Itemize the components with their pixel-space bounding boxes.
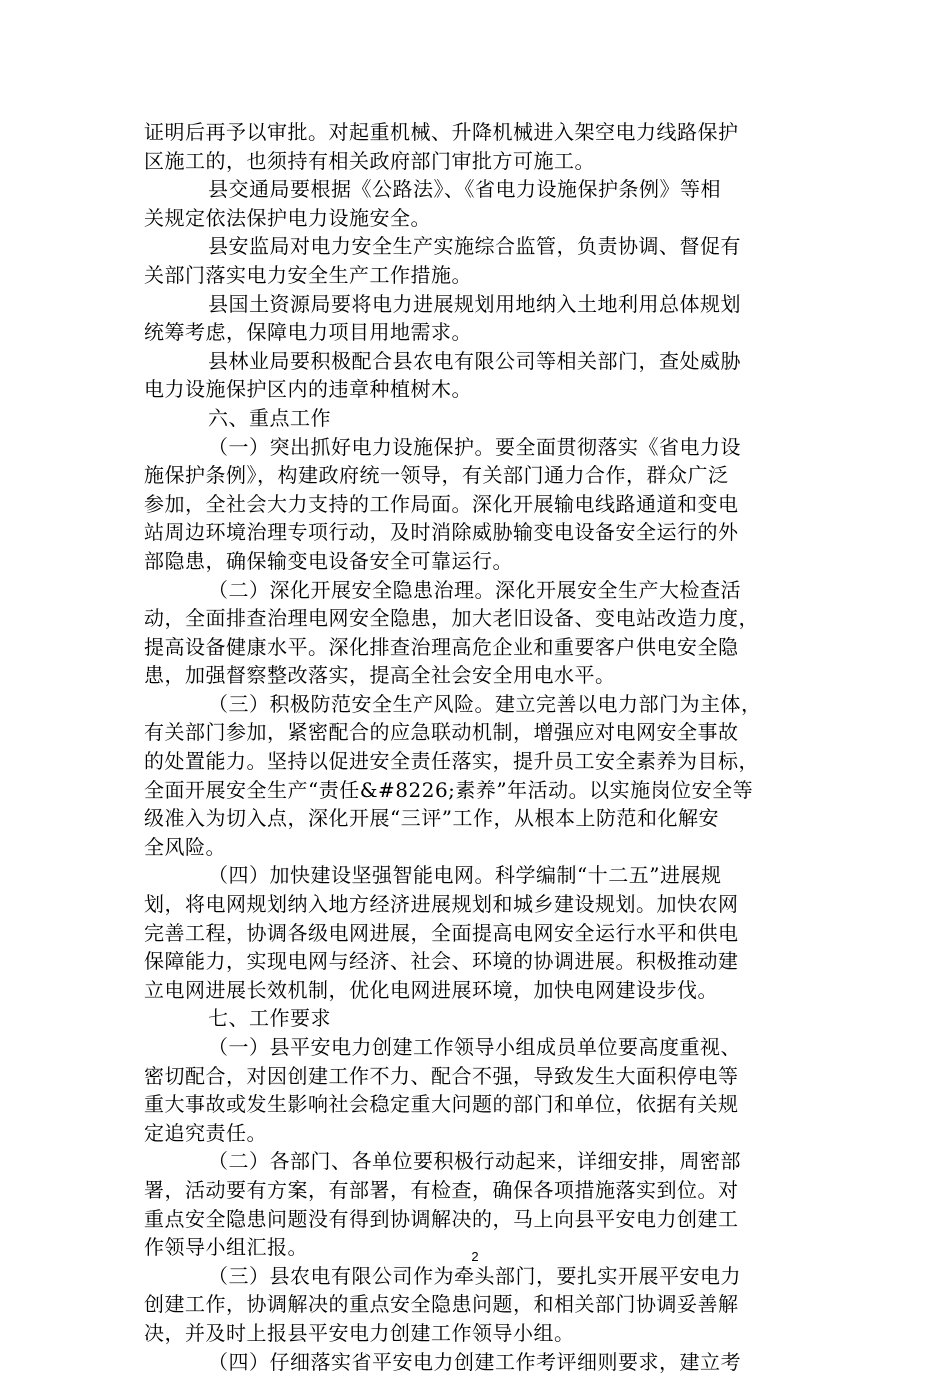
text-line: 创建工作，协调解决的重点安全隐患问题，和相关部门协调妥善解 (144, 1292, 739, 1317)
text-line: 电力设施保护区内的违章种植树木。 (144, 377, 472, 402)
text-line: 决，并及时上报县平安电力创建工作领导小组。 (144, 1320, 575, 1345)
text-line: 参加，全社会大力支持的工作局面。深化开展输电线路通道和变电 (144, 491, 739, 516)
text-line: 全面开展安全生产“责任&#8226;素养”年活动。以实施岗位安全等 (144, 777, 754, 802)
text-line: 县交通局要根据《公路法》、《省电力设施保护条例》等相 (208, 177, 721, 202)
text-line: 有关部门参加，紧密配合的应急联动机制，增强应对电网安全事故 (144, 720, 739, 745)
text-line: 证明后再予以审批。对起重机械、升降机械进入架空电力线路保护 (144, 120, 739, 144)
text-line: 七、工作要求 (208, 1006, 331, 1031)
text-line: 县国土资源局要将电力进展规划用地纳入土地利用总体规划 (208, 291, 741, 316)
text-line: 施保护条例》，构建政府统一领导，有关部门通力合作，群众广泛 (144, 463, 729, 488)
text-line: 重大事故或发生影响社会稳定重大问题的部门和单位，依据有关规 (144, 1092, 739, 1117)
text-line: 提高设备健康水平。深化排查治理高危企业和重要客户供电安全隐 (144, 634, 739, 659)
text-line: 患，加强督察整改落实，提高全社会安全用电水平。 (144, 663, 616, 688)
text-line: （四）加快建设坚强智能电网。科学编制“十二五”进展规 (208, 863, 722, 888)
text-line: 区施工的，也须持有相关政府部门审批方可施工。 (144, 148, 595, 173)
text-line: 的处置能力。坚持以促进安全责任落实，提升员工安全素养为目标， (144, 749, 759, 774)
text-line: 动，全面排查治理电网安全隐患，加大老旧设备、变电站改造力度， (144, 606, 759, 631)
text-line: 关规定依法保护电力设施安全。 (144, 205, 431, 230)
text-line: （二）各部门、各单位要积极行动起来，详细安排，周密部 (208, 1149, 741, 1174)
text-line: 定追究责任。 (144, 1120, 267, 1145)
text-line: 完善工程，协调各级电网进展，全面提高电网安全运行水平和供电 (144, 920, 739, 945)
text-line: （一）突出抓好电力设施保护。要全面贯彻落实《省电力设 (208, 434, 741, 459)
text-line: （四）仔细落实省平安电力创建工作考评细则要求，建立考 (208, 1349, 741, 1374)
text-line: 站周边环境治理专项行动，及时消除威胁输变电设备安全运行的外 (144, 520, 739, 545)
text-line: 作领导小组汇报。 (144, 1235, 308, 1260)
text-line: 县林业局要积极配合县农电有限公司等相关部门，查处威胁 (208, 348, 741, 373)
text-line: 署，活动要有方案，有部署，有检查，确保各项措施落实到位。对 (144, 1177, 739, 1202)
text-line: 全风险。 (144, 834, 226, 859)
text-line: （三）积极防范安全生产风险。建立完善以电力部门为主体， (208, 691, 762, 716)
text-line: 级准入为切入点，深化开展“三评”工作，从根本上防范和化解安 (144, 806, 719, 831)
text-line: （二）深化开展安全隐患治理。深化开展安全生产大检查活 (208, 577, 741, 602)
text-line: （三）县农电有限公司作为牵头部门，要扎实开展平安电力 (208, 1263, 741, 1288)
text-line: 保障能力，实现电网与经济、社会、环境的协调进展。积极推动建 (144, 949, 739, 974)
text-line: 立电网进展长效机制，优化电网进展环境，加快电网建设步伐。 (144, 977, 718, 1002)
text-line: 部隐患，确保输变电设备安全可靠运行。 (144, 548, 513, 573)
page-number: 2 (471, 1249, 479, 1264)
text-line: 密切配合，对因创建工作不力、配合不强，导致发生大面积停电等 (144, 1063, 739, 1088)
text-line: 关部门落实电力安全生产工作措施。 (144, 262, 472, 287)
text-line: 重点安全隐患问题没有得到协调解决的，马上向县平安电力创建工 (144, 1206, 739, 1231)
text-line: 六、重点工作 (208, 405, 331, 430)
text-line: 县安监局对电力安全生产实施综合监管，负责协调、督促有 (208, 234, 741, 259)
text-line: 划，将电网规划纳入地方经济进展规划和城乡建设规划。加快农网 (144, 892, 739, 917)
body-text (144, 118, 812, 1376)
text-line: （一）县平安电力创建工作领导小组成员单位要高度重视、 (208, 1035, 741, 1059)
text-line: 统筹考虑，保障电力项目用地需求。 (144, 320, 472, 345)
